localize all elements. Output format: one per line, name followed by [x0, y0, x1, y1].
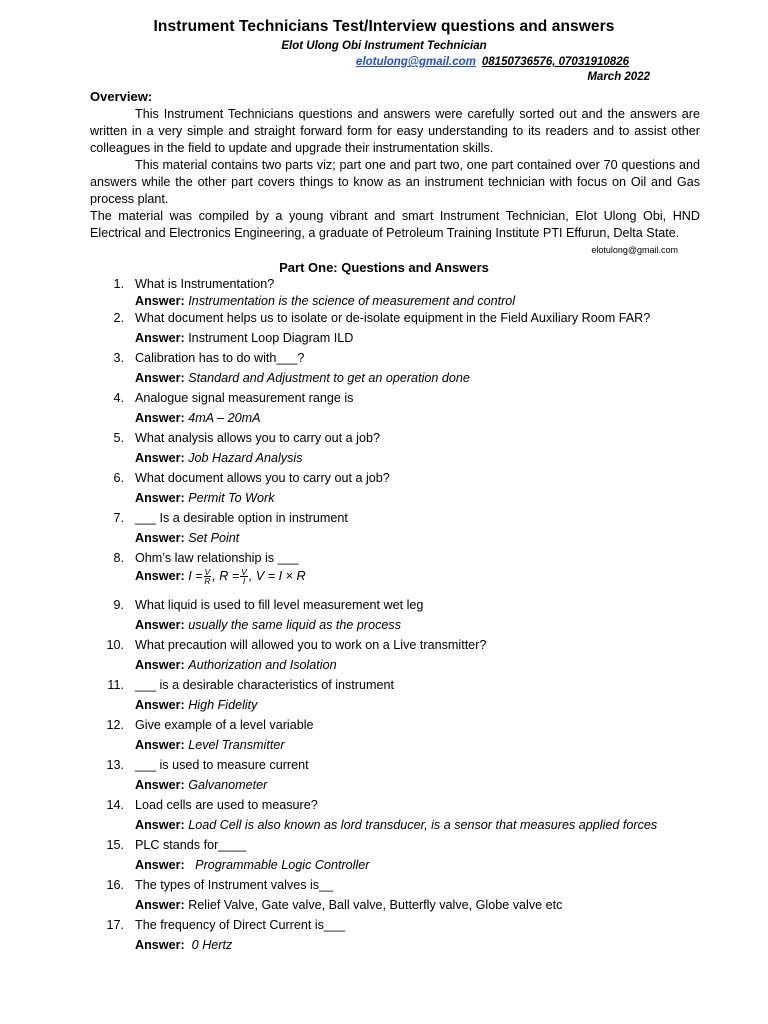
answer-line	[135, 778, 267, 792]
answer-text: Relief Valve, Gate valve, Ball valve, Butterfly valve, Globe valve etc	[188, 898, 563, 912]
answer-line	[135, 738, 285, 752]
answer-label: Answer:	[135, 858, 185, 872]
ohms-law-formula	[188, 567, 306, 586]
question-text: Load cells are used to measure?	[135, 798, 318, 812]
fraction-v-over-r	[204, 568, 212, 585]
question-text: Calibration has to do with___?	[135, 351, 305, 365]
answer-line	[135, 331, 353, 345]
document-title: Instrument Technicians Test/Interview questions and answers	[153, 18, 615, 35]
phone-numbers: 08150736576, 07031910826	[481, 56, 629, 68]
overview-paragraph-1: This Instrument Technicians questions and answers were carefully sorted out and the answers are written in a very simple and straight forward form for easy understanding to its readers and to assist other colleagues in the field to update and upgrade their instrumentation skills.	[90, 107, 700, 155]
answer-label: Answer:	[135, 491, 185, 505]
email-link[interactable]: elotulong@gmail.com	[356, 56, 476, 68]
question-number: 13.	[106, 758, 124, 772]
formula-comma: ,	[212, 568, 216, 583]
overview-paragraph-3: The material was compiled by a young vibrant and smart Instrument Technician, Elot Ulong Obi, HND Electrical and Electronics Engineering, a graduate of Petroleum Training Institute PTI Effurun, Delta State.	[90, 209, 700, 240]
question-text: What liquid is used to fill level measurement wet leg	[135, 598, 424, 612]
answer-text: Instrumentation is the science of measurement and control	[188, 294, 516, 308]
question-text: ___ Is a desirable option in instrument	[135, 511, 348, 525]
question-number: 12.	[106, 718, 124, 732]
question-text: Analogue signal measurement range is	[135, 391, 354, 405]
question-number: 9.	[113, 598, 124, 612]
answer-text: Programmable Logic Controller	[188, 858, 370, 872]
question-text: PLC stands for____	[135, 838, 247, 852]
question-number: 16.	[106, 878, 124, 892]
question-text: The types of Instrument valves is__	[135, 878, 334, 892]
question-text: What precaution will allowed you to work on a Live transmitter?	[135, 638, 487, 652]
answer-label: Answer:	[135, 618, 185, 632]
question-text: The frequency of Direct Current is___	[135, 918, 345, 932]
answer-text: Job Hazard Analysis	[188, 451, 303, 465]
answer-text: Set Point	[188, 531, 240, 545]
answer-label: Answer:	[135, 531, 185, 545]
answer-label: Answer:	[135, 658, 185, 672]
fraction-v-over-i	[240, 568, 248, 585]
question-number: 14.	[106, 798, 124, 812]
answer-line	[135, 618, 401, 632]
answer-text: Authorization and Isolation	[188, 658, 337, 672]
question-number: 2.	[113, 311, 124, 325]
formula-comma: ,	[248, 568, 253, 583]
overview-body	[90, 106, 700, 242]
fraction-denominator: R	[204, 576, 211, 586]
answer-label: Answer:	[135, 778, 185, 792]
answer-line	[135, 491, 275, 505]
answer-label: Answer:	[135, 294, 185, 308]
fraction-numerator: V	[204, 567, 211, 577]
answer-line	[135, 451, 303, 465]
answer-line	[135, 658, 337, 672]
question-number: 4.	[113, 391, 124, 405]
question-text: Ohm’s law relationship is ___	[135, 551, 299, 565]
answer-line	[135, 568, 306, 585]
answer-label: Answer:	[135, 411, 185, 425]
answer-text: Instrument Loop Diagram ILD	[188, 331, 354, 345]
overview-heading: Overview:	[90, 89, 153, 104]
answer-text: usually the same liquid as the process	[188, 618, 401, 632]
answer-line	[135, 698, 257, 712]
document-date: March 2022	[587, 71, 650, 83]
answer-text: Standard and Adjustment to get an operation done	[188, 371, 470, 385]
footer-email: elotulong@gmail.com	[591, 245, 678, 255]
answer-line	[135, 371, 470, 385]
answer-text: Permit To Work	[188, 491, 275, 505]
answer-line	[135, 938, 232, 952]
question-number: 10.	[106, 638, 124, 652]
question-text: ___ is used to measure current	[135, 758, 309, 772]
answer-label: Answer:	[135, 938, 185, 952]
question-number: 5.	[113, 431, 124, 445]
question-text: ___ is a desirable characteristics of instrument	[135, 678, 394, 692]
fraction-denominator: I	[242, 576, 246, 586]
answer-line	[135, 858, 369, 872]
question-text: What analysis allows you to carry out a job?	[135, 431, 380, 445]
answer-line	[135, 411, 261, 425]
fraction-numerator: V	[241, 567, 247, 577]
formula-i-lhs: I =	[188, 568, 203, 583]
answer-label: Answer:	[135, 331, 185, 345]
answer-label: Answer:	[135, 738, 185, 752]
answer-text: 0 Hertz	[188, 938, 233, 952]
answer-label: Answer:	[135, 371, 185, 385]
answer-label: Answer:	[135, 818, 185, 832]
question-number: 1.	[113, 277, 124, 291]
contact-line	[356, 56, 629, 68]
question-number: 6.	[113, 471, 124, 485]
question-number: 17.	[106, 918, 124, 932]
question-text: What document helps us to isolate or de-isolate equipment in the Field Auxiliary Room FAR?	[135, 311, 651, 325]
question-number: 3.	[113, 351, 124, 365]
answer-text: Galvanometer	[188, 778, 268, 792]
part-one-heading: Part One: Questions and Answers	[279, 260, 489, 275]
question-text: What document allows you to carry out a job?	[135, 471, 390, 485]
question-number: 15.	[106, 838, 124, 852]
answer-label: Answer:	[135, 568, 185, 583]
answer-line	[135, 818, 657, 832]
question-number: 7.	[113, 511, 124, 525]
answer-line	[135, 898, 562, 912]
answer-label: Answer:	[135, 898, 185, 912]
answer-text: 4mA – 20mA	[188, 411, 261, 425]
question-number: 11.	[107, 678, 124, 692]
answer-label: Answer:	[135, 698, 185, 712]
question-number: 8.	[113, 551, 124, 565]
question-text: What is Instrumentation?	[135, 277, 275, 291]
answer-line	[135, 531, 239, 545]
formula-v-eq: V = I × R	[255, 568, 306, 583]
answer-line	[135, 294, 515, 308]
answer-text: High Fidelity	[188, 698, 258, 712]
author-line: Elot Ulong Obi Instrument Technician	[281, 40, 487, 52]
overview-paragraph-2: This material contains two parts viz; part one and part two, one part contained over 70 questions and answers while the other part covers things to know as an instrument technician with focus on Oil and Gas process plant.	[90, 158, 700, 206]
answer-text: Load Cell is also known as lord transducer, is a sensor that measures applied forces	[188, 818, 658, 832]
answer-text: Level Transmitter	[188, 738, 285, 752]
formula-r-lhs: R =	[219, 568, 240, 583]
answer-label: Answer:	[135, 451, 185, 465]
question-text: Give example of a level variable	[135, 718, 314, 732]
